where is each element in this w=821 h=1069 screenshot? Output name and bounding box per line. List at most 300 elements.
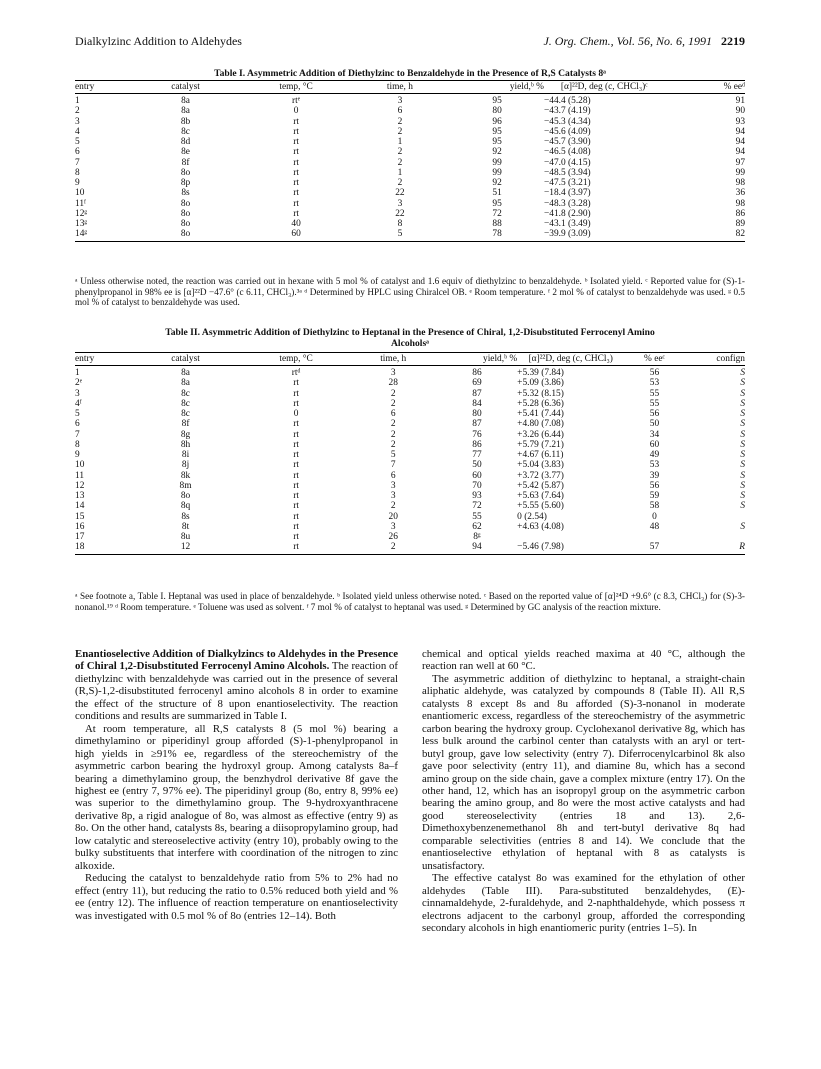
table-row: [75, 219, 745, 229]
table-cell: S: [740, 439, 745, 450]
table1-column-header: catalyst: [129, 81, 243, 94]
table-cell: S: [740, 378, 745, 389]
table-cell: S: [740, 521, 745, 532]
table-cell: rt: [293, 378, 299, 389]
running-title: Dialkylzinc Addition to Aldehydes: [75, 34, 242, 48]
section-heading: Enantioselective Addition of Dialkylzincs to Aldehydes in the Presence of Chiral 1,2-Disubstituted Ferrocenyl Amino Alcohols.: [75, 648, 398, 673]
table-cell: +5.39 (7.84): [517, 368, 564, 378]
table-cell: +5.55 (5.60): [517, 501, 564, 512]
table-cell: −46.5 (4.08): [543, 147, 591, 158]
table-row: [75, 512, 745, 522]
table-cell: S: [740, 460, 745, 471]
table-cell: 6: [397, 106, 403, 117]
table-cell: 6: [75, 419, 80, 430]
table-cell: 95: [492, 137, 502, 147]
table-cell: 82: [665, 229, 745, 241]
table-cell: 2: [390, 419, 396, 430]
table-cell: 8f: [181, 157, 190, 168]
table2-column-header: yield,ᵇ %: [437, 353, 517, 366]
body-column-left: [75, 648, 398, 922]
table-cell: 2: [350, 542, 437, 554]
table-cell: −45.3 (4.34): [543, 116, 591, 127]
table-cell: 8f: [181, 419, 190, 430]
table2-column-header: [α]²²D, deg (c, CHCl₃): [517, 353, 624, 366]
table-cell: 93: [472, 491, 482, 501]
table-cell: 48: [649, 521, 660, 532]
table-cell: 56: [649, 368, 660, 378]
table-cell: S: [740, 398, 745, 409]
table2-caption-line2: Alcoholsᵃ: [391, 338, 429, 349]
table-row: [75, 106, 745, 116]
table2-footnote: ᵃ See footnote a, Table I. Heptanal was used in place of benzaldehyde. ᵇ Isolated yield unless otherwise noted. ᶜ Based on the reported value of [α]²⁴D +9.6° (c 8.3, CHCl₃) for (S)-3-nonanol.¹⁹ ᵈ Room temperature. ᵉ Toluene was used as solvent. ᶠ 7 mol % of catalyst to heptanal was used. ᵍ Determined by GC analysis of the reaction mixture.: [75, 591, 745, 612]
table-cell: 8i: [181, 450, 190, 460]
table-cell: 94: [735, 126, 745, 137]
table-cell: 84: [472, 398, 482, 409]
paragraph-text: At room temperature, all R,S catalysts 8 (5 mol %) bearing a dimethylamino or piperidinyl group afforded (S)-1-phenylpropanol in high yields in ≥91% ee, regardless of the stereochemistry of the asymmetric carbon bearing the hydroxyl group. Among catalysts 8a–f bearing a dimethylamino group, the benzhydrol derivative 8f gave the highest ee (entry 7, 97% ee). The piperidinyl group (8o, entry 8, 99% ee) was superior to the dimethylamino group. The 9-hydroxyanthracene derivative 8p, a rigid analogue of 8o, was almost as effective (entry 9) as 8o. On the other hand, catalysts 8s, bearing a diisopropylamino group, had low catalytic and stereoselective activity (entry 10), probably owing to the bulky substituents that interfere with coordination of the nitrogen to zinc alkoxide.: [75, 722, 398, 872]
table-cell: 80: [492, 106, 502, 117]
table-cell: rt: [293, 198, 299, 209]
table-row: [75, 127, 745, 137]
table-cell: 2: [390, 388, 396, 399]
table-row: [75, 542, 745, 554]
paragraph-text: The asymmetric addition of diethylzinc to heptanal, a straight-chain aliphatic aldehyde, was catalyzed by compounds 8 (Table II). All R,S catalysts 8 except 8s and 8u afforded (S)-3-nonanol in moderate enantiomeric excess, regardless of the stereochemistry of the asymmetric carbon bearing the hydroxy group. Cyclohexanol derivative 8g, which has less bulk around the carbinol center than catalysts with an aryl or tert-butyl group, gave low selectivity (entry 7). Diferrocenylcarbinol 8k also gave poor selectivity (entry 11), and diamine 8u, which has a second amino group on the side chain, gave a complex mixture (entry 17). On the other hand, 12, which has an isopropyl group on the asymmetric carbon bearing the amino group, and 8o were the most active catalysts and had good stereoselectivity (entries 18 and 13). 2,6-Dimethoxybenzenemethanol 8h and tert-butyl derivative 8q had comparable selectivities (entries 8 and 14). We conclude that the enantioselective ethylation of heptanal with 8 as catalysts is unsatisfactory.: [422, 672, 745, 872]
body-paragraph: [75, 723, 398, 872]
body-paragraph: [422, 673, 745, 872]
table-cell: rt: [293, 491, 299, 501]
table-cell: 2: [397, 147, 403, 158]
table-cell: 8q: [180, 501, 191, 512]
body-paragraph: [75, 648, 398, 723]
table-cell: 8g: [180, 429, 191, 440]
table-cell: 8s: [181, 511, 190, 522]
table-cell: +5.32 (8.15): [517, 388, 564, 399]
table-cell: 2: [397, 116, 403, 127]
table-cell: 8a: [181, 378, 190, 389]
table-cell: S: [740, 470, 745, 481]
table-cell: 72: [472, 501, 482, 512]
table-cell: −44.4 (5.28): [543, 96, 591, 106]
table2-column-header: entry: [75, 353, 129, 366]
table-cell: 8s: [181, 188, 190, 199]
table-cell: 17: [75, 532, 85, 542]
table-cell: S: [740, 409, 745, 419]
table-cell: 94: [735, 147, 745, 158]
table-cell: 89: [735, 219, 745, 229]
table-cell: 98: [735, 198, 745, 209]
table-cell: +5.63 (7.64): [517, 491, 564, 501]
table-cell: 55: [649, 398, 660, 409]
body-paragraph: [422, 648, 745, 673]
table-cell: 92: [492, 178, 502, 188]
table2-column-header: % eeᶜ: [624, 353, 684, 366]
table-cell: 6: [75, 147, 80, 158]
table-cell: 5: [350, 229, 451, 241]
table-cell: rt: [293, 398, 299, 409]
table1-column-header: % eeᵈ: [665, 81, 745, 94]
table-cell: 7: [75, 157, 80, 168]
table-cell: rt: [293, 419, 299, 430]
table-cell: rt: [293, 188, 299, 199]
table-cell: [517, 532, 624, 542]
table-cell: 8o: [180, 208, 191, 219]
table-cell: 5: [75, 409, 80, 419]
table-cell: rt: [293, 439, 299, 450]
table-cell: 69: [472, 378, 482, 389]
table-cell: 1: [75, 96, 80, 106]
table-row: [75, 229, 745, 241]
table-row: [75, 409, 745, 419]
table-cell: 7: [75, 429, 80, 440]
table-cell: 6: [390, 470, 396, 481]
table-cell: 94: [735, 137, 745, 147]
table-cell: 86: [472, 439, 482, 450]
table-row: [75, 178, 745, 188]
table-cell: 2: [390, 429, 396, 440]
table-cell: 20: [388, 511, 398, 522]
table-cell: rt: [293, 480, 299, 491]
body-column-right: [422, 648, 745, 934]
table-cell: 2: [390, 398, 396, 409]
table1-caption: Table I. Asymmetric Addition of Diethylzinc to Benzaldehyde in the Presence of R,S Catalysts 8ᵃ: [214, 68, 606, 79]
page-number: 2219: [721, 34, 745, 48]
table-cell: 90: [735, 106, 745, 117]
table-cell: 5: [75, 137, 80, 147]
table-cell: −48.5 (3.94): [543, 167, 591, 178]
table-cell: 9: [75, 450, 80, 460]
table-cell: 87: [472, 388, 482, 399]
table-cell: 78: [450, 229, 544, 241]
table-cell: 36: [735, 188, 745, 199]
table-cell: −47.0 (4.15): [543, 157, 591, 168]
body-paragraph: [75, 872, 398, 922]
table-cell: 8a: [181, 368, 190, 378]
table-cell: 88: [492, 219, 502, 229]
table-cell: +4.63 (4.08): [517, 521, 564, 532]
table-cell: −41.8 (2.90): [543, 208, 591, 219]
table-cell: 92: [492, 147, 502, 158]
table-cell: R: [685, 542, 745, 554]
table-cell: 3: [75, 116, 80, 127]
table-cell: 12: [75, 480, 85, 491]
table-cell: 12ᵍ: [75, 208, 88, 219]
table1-footnote: ᵃ Unless otherwise noted, the reaction was carried out in hexane with 5 mol % of catalyst and 1.6 equiv of diethylzinc to benzaldehyde. ᵇ Isolated yield. ᶜ Reported value for (S)-1-phenylpropanol in 98% ee is [α]²²D −47.6° (c 6.11, CHCl₃).³ᵃ ᵈ Determined by HPLC using Chiralcel OB. ᵉ Room temperature. ᶠ 2 mol % of catalyst to benzaldehyde was used. ᵍ 0.5 mol % of catalyst to benzaldehyde was used.: [75, 276, 745, 308]
table2-header-row: [75, 353, 745, 366]
table-cell: 4: [75, 126, 80, 137]
table-cell: +4.67 (6.11): [517, 450, 564, 460]
table-cell: 59: [649, 491, 660, 501]
table-cell: 3: [397, 198, 403, 209]
table-cell: +5.09 (3.86): [517, 378, 564, 389]
table-cell: 93: [735, 116, 745, 127]
table1-column-header: entry: [75, 81, 129, 94]
table-cell: 98: [735, 178, 745, 188]
table-cell: 26: [388, 532, 398, 542]
table-cell: 51: [492, 188, 502, 199]
table-cell: 14: [75, 501, 85, 512]
table-cell: 0 (2.54): [517, 511, 547, 522]
table-cell: 2: [397, 157, 403, 168]
paragraph-text: The reaction of diethylzinc with benzaldehyde was carried out in the presence of several (R,S)-1,2-disubstituted ferrocenyl amino alcohols 8 in order to examine the effect of the structure of 8 upon enantioselectivity. The reaction conditions and results are summarized in Table I.: [75, 660, 398, 723]
table-row: [75, 440, 745, 450]
table-row: [75, 147, 745, 157]
table-cell: 8c: [181, 126, 190, 137]
table-cell: 8o: [180, 167, 191, 178]
table-cell: [685, 532, 745, 542]
table-cell: 53: [649, 460, 660, 471]
table-cell: 3: [75, 388, 80, 399]
table-cell: 2: [397, 178, 403, 188]
table-cell: rt: [293, 208, 299, 219]
table-cell: 8o: [180, 491, 191, 501]
table-cell: rt: [293, 116, 299, 127]
table-cell: 1: [397, 137, 403, 147]
table-cell: 8p: [180, 178, 191, 188]
table-cell: 8c: [181, 409, 190, 419]
table-cell: rt: [293, 450, 299, 460]
table-cell: 1: [75, 368, 80, 378]
table-cell: rt: [293, 126, 299, 137]
table-cell: rt: [293, 137, 299, 147]
table1-column-header: yield,ᵇ %: [450, 81, 544, 94]
table-cell: 8: [75, 167, 80, 178]
table-cell: 55: [649, 388, 660, 399]
table-cell: 50: [649, 419, 660, 430]
table-row: [75, 460, 745, 470]
table-cell: 3: [390, 521, 396, 532]
table-cell: S: [740, 368, 745, 378]
table-cell: rt: [293, 511, 299, 522]
paragraph-text: chemical and optical yields reached maxima at 40 °C, although the reaction ran well at 60 °C.: [422, 648, 745, 673]
table-row: [75, 501, 745, 511]
table-cell: 8o: [180, 198, 191, 209]
table-row: [75, 378, 745, 388]
table-row: [75, 389, 745, 399]
table-row: [75, 188, 745, 198]
table-cell: rtᵉ: [292, 96, 301, 106]
table-cell: 9: [75, 178, 80, 188]
table-cell: 8e: [181, 147, 190, 158]
table-row: [75, 471, 745, 481]
table-row: [75, 209, 745, 219]
table-row: [75, 522, 745, 532]
table-cell: 70: [472, 480, 482, 491]
table-cell: −43.7 (4.19): [543, 106, 591, 117]
table2-column-header: time, h: [350, 353, 437, 366]
table-cell: 2: [75, 106, 80, 117]
table-cell: 77: [472, 450, 482, 460]
table-cell: 55: [472, 511, 482, 522]
table-cell: 8k: [180, 470, 191, 481]
table-cell: 13ᵍ: [75, 219, 88, 229]
table-row: [75, 199, 745, 209]
table-cell: 56: [649, 409, 660, 419]
table-cell: 53: [649, 378, 660, 389]
table1: [75, 80, 745, 242]
table-cell: S: [740, 480, 745, 491]
table-cell: 2: [390, 439, 396, 450]
table-cell: +4.80 (7.08): [517, 419, 564, 430]
paragraph-text: The effective catalyst 8o was examined for the ethylation of other aldehydes (Table III). Para-substituted benzaldehydes, (E)-cinnamaldehyde, 2-furaldehyde, and 2-naphthaldehyde, which possess π electrons adjacent to the carbonyl group, afforded the corresponding secondary alcohols in high enantiomeric purity (entries 1–5). In: [422, 872, 745, 934]
table-cell: 13: [75, 491, 85, 501]
table-cell: 5: [390, 450, 396, 460]
table-cell: 15: [75, 511, 85, 522]
table-cell: S: [740, 429, 745, 440]
table-cell: +5.42 (5.87): [517, 480, 564, 491]
table2-column-header: catalyst: [129, 353, 243, 366]
running-header: [75, 34, 745, 50]
table-cell: 12: [129, 542, 243, 554]
table-cell: −45.7 (3.90): [543, 137, 591, 147]
table-row: [75, 117, 745, 127]
table-cell: 8c: [181, 398, 190, 409]
table-cell: 8d: [180, 137, 191, 147]
table1-column-header: [α]²²D, deg (c, CHCl₃)ᶜ: [544, 81, 665, 94]
table1-header-row: [75, 81, 745, 94]
table-cell: 8u: [180, 532, 191, 542]
table-cell: rtᵈ: [291, 368, 301, 378]
table2-caption-line1: Table II. Asymmetric Addition of Diethylzinc to Heptanal in the Presence of Chiral, 1,2-Disubstituted Ferrocenyl Amino: [165, 327, 655, 338]
table-cell: 99: [735, 167, 745, 178]
table-cell: 3: [390, 491, 396, 501]
table-cell: 16: [75, 521, 85, 532]
paragraph-text: Reducing the catalyst to benzaldehyde ratio from 5% to 2% had no effect (entry 11), but reducing the ratio to 0.5% reduced both yield and % ee (entry 12). The influence of reaction temperature on enantioselectivity was investigated with 0.5 mol % of 8o (entries 12–14). Both: [75, 872, 398, 922]
table-row: [75, 430, 745, 440]
table-cell: 39: [649, 470, 660, 481]
table-cell: rt: [293, 532, 299, 542]
table-cell: +5.79 (7.21): [517, 439, 564, 450]
table-cell: rt: [293, 157, 299, 168]
table-cell: 99: [492, 157, 502, 168]
table-cell: 95: [492, 126, 502, 137]
table-cell: 10: [75, 188, 85, 199]
table-cell: 3: [397, 96, 403, 106]
table-cell: 7: [390, 460, 396, 471]
table-cell: 72: [492, 208, 502, 219]
table-cell: 8ᵍ: [473, 532, 481, 542]
table-cell: 91: [735, 96, 745, 106]
table-row: [75, 419, 745, 429]
table-cell: 40: [291, 219, 301, 229]
table-cell: 4ᶠ: [75, 398, 82, 409]
table-cell: 87: [472, 419, 482, 430]
table-cell: rt: [293, 501, 299, 512]
table-cell: 18: [75, 542, 129, 554]
table-cell: 58: [649, 501, 660, 512]
table-cell: +5.04 (3.83): [517, 460, 564, 471]
table-cell: 8b: [180, 116, 191, 127]
table2-column-header: temp, °C: [242, 353, 349, 366]
table-row: [75, 532, 745, 542]
table-cell: 0: [293, 409, 299, 419]
table-row: [75, 168, 745, 178]
table-cell: −39.9 (3.09): [544, 229, 665, 241]
table-row: [75, 399, 745, 409]
table-cell: 8h: [180, 439, 191, 450]
body-paragraph: [422, 872, 745, 934]
table-cell: 0: [652, 511, 657, 522]
table-cell: rt: [293, 470, 299, 481]
table-cell: 8: [397, 219, 403, 229]
table-row: [75, 491, 745, 501]
table-cell: 11: [75, 470, 85, 481]
table-cell: 60: [472, 470, 482, 481]
table-row: [75, 158, 745, 168]
table-cell: 11ᶠ: [75, 198, 86, 209]
table-cell: +3.26 (6.44): [517, 429, 564, 440]
table-cell: −43.1 (3.49): [543, 219, 591, 229]
table-cell: +5.41 (7.44): [517, 409, 564, 419]
table-cell: 56: [649, 480, 660, 491]
table-cell: 99: [492, 167, 502, 178]
table-cell: 0: [293, 106, 299, 117]
table-cell: 28: [388, 378, 398, 389]
table-cell: 8o: [180, 219, 191, 229]
table1-column-header: temp, °C: [242, 81, 349, 94]
table-row: [75, 481, 745, 491]
table-cell: rt: [293, 388, 299, 399]
table1-column-header: time, h: [350, 81, 451, 94]
table-cell: 50: [472, 460, 482, 471]
table-cell: 80: [472, 409, 482, 419]
table-cell: 10: [75, 460, 85, 471]
table-cell: 2: [397, 126, 403, 137]
table-cell: S: [740, 388, 745, 399]
table-cell: 95: [492, 96, 502, 106]
table-row: [75, 450, 745, 460]
table-cell: 8m: [179, 480, 192, 491]
table-cell: 2: [390, 501, 396, 512]
table-cell: S: [740, 501, 745, 512]
table-cell: 8t: [181, 521, 190, 532]
table-cell: +3.72 (3.77): [517, 470, 564, 481]
table-cell: −47.5 (3.21): [543, 178, 591, 188]
table-cell: S: [740, 491, 745, 501]
table-cell: 6: [390, 409, 396, 419]
table-cell: rt: [293, 167, 299, 178]
table-cell: +5.28 (6.36): [517, 398, 564, 409]
table-cell: −45.6 (4.09): [543, 126, 591, 137]
table-cell: 8: [75, 439, 80, 450]
table-cell: 34: [649, 429, 660, 440]
table-cell: 2ᵉ: [75, 378, 83, 389]
table-cell: 60: [242, 229, 349, 241]
table-cell: 8c: [181, 388, 190, 399]
table-cell: 3: [390, 480, 396, 491]
table-cell: −18.4 (3.97): [543, 188, 591, 199]
table-cell: 1: [397, 167, 403, 178]
table-cell: 14ᵍ: [75, 229, 129, 241]
table-cell: −5.46 (7.98): [517, 542, 624, 554]
table-cell: S: [740, 450, 745, 460]
table2: [75, 352, 745, 555]
table-cell: rt: [293, 147, 299, 158]
table-cell: 62: [472, 521, 482, 532]
table2-column-header: confign: [685, 353, 745, 366]
table-cell: 97: [735, 157, 745, 168]
table-cell: 96: [492, 116, 502, 127]
table-cell: 49: [649, 450, 660, 460]
table-cell: 57: [624, 542, 684, 554]
table-cell: 3: [390, 368, 396, 378]
table-cell: 95: [492, 198, 502, 209]
table-cell: rt: [242, 542, 349, 554]
table-cell: 22: [395, 188, 405, 199]
table-row: [75, 137, 745, 147]
table-cell: 60: [649, 439, 660, 450]
table-cell: 8o: [129, 229, 243, 241]
table-cell: rt: [293, 429, 299, 440]
table-cell: 8j: [181, 460, 190, 471]
